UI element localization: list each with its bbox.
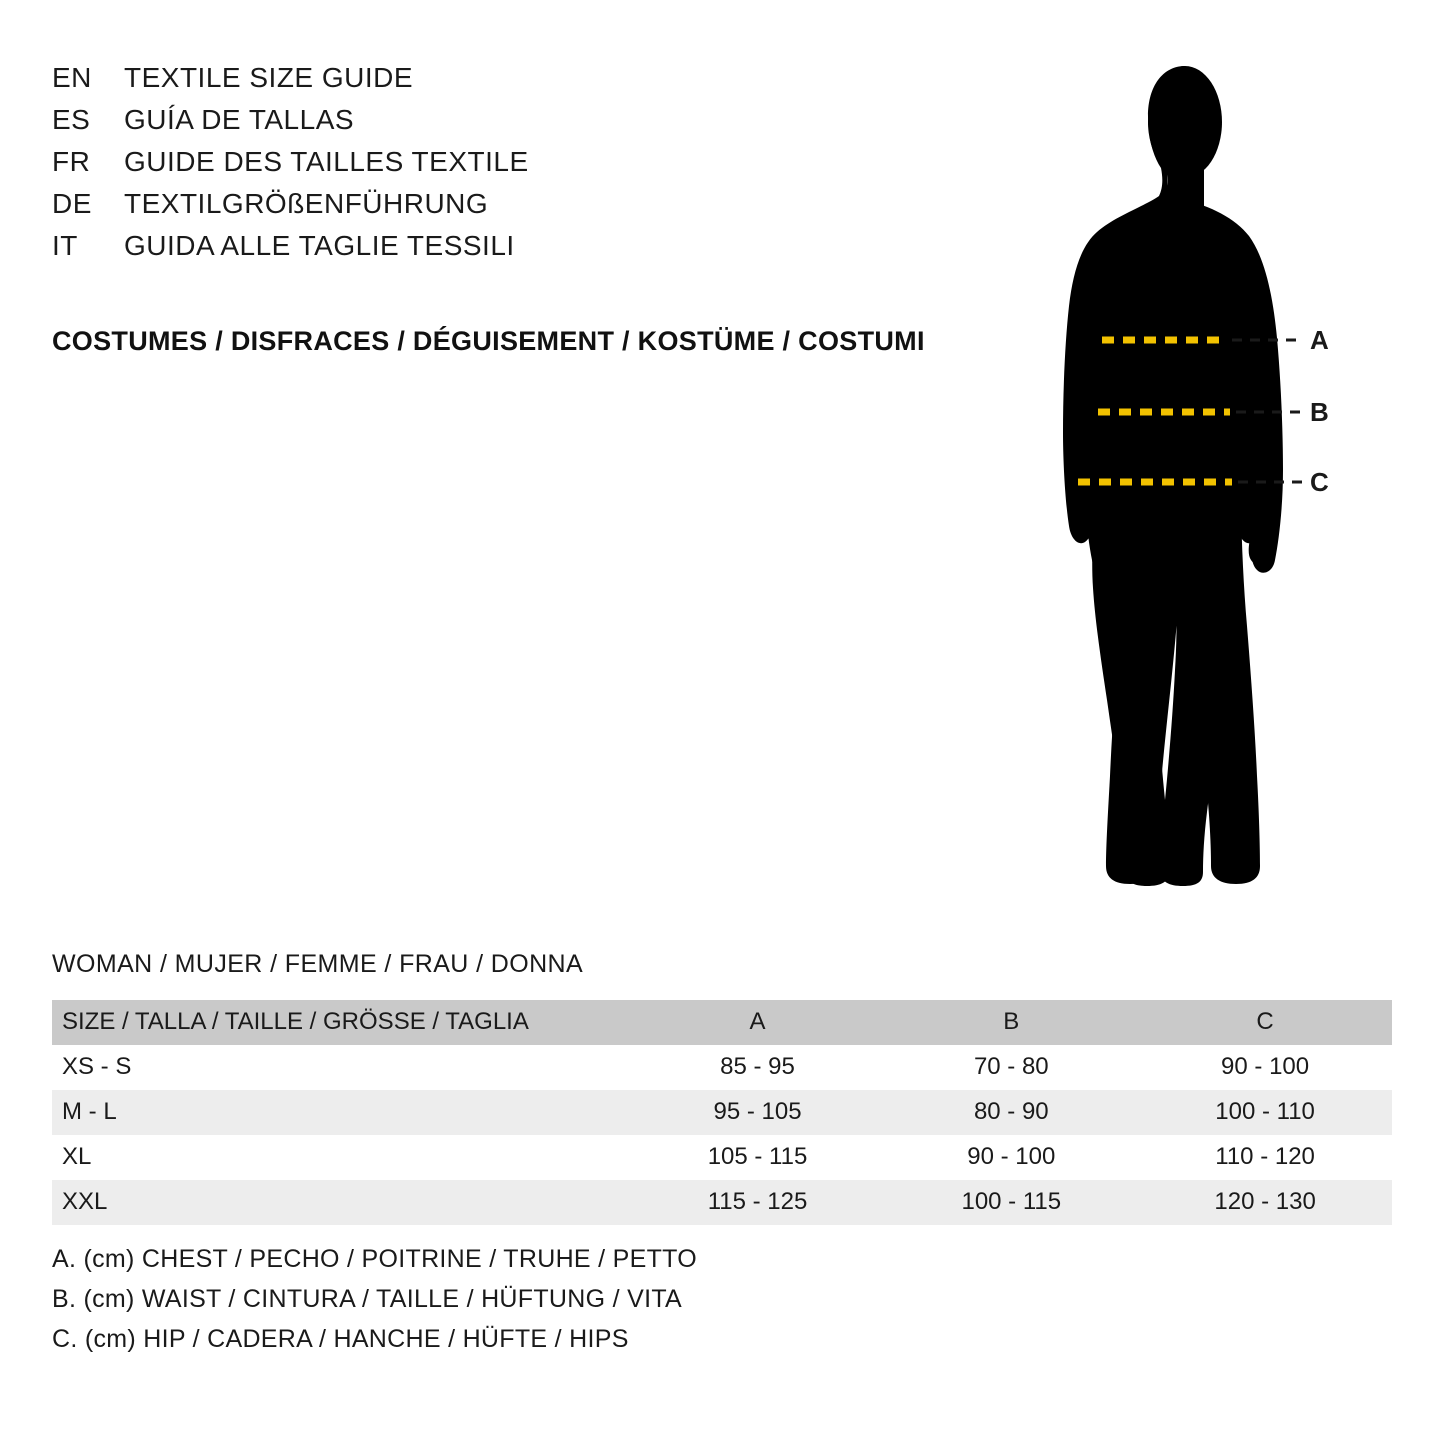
- language-code: ES: [52, 104, 91, 135]
- measure-label-b: B: [1310, 397, 1329, 427]
- language-code: DE: [52, 188, 92, 219]
- table-caption: WOMAN / MUJER / FEMME / FRAU / DONNA: [52, 950, 584, 978]
- table-row: [52, 1045, 1392, 1090]
- cell-c: 120 - 130: [1214, 1188, 1316, 1215]
- language-row: [52, 62, 529, 104]
- cell-size: M - L: [62, 1098, 117, 1125]
- legend-item-b: B. (cm) WAIST / CINTURA / TAILLE / HÜFTUNG / VITA: [52, 1285, 683, 1313]
- language-title: TEXTILGRÖßENFÜHRUNG: [124, 188, 489, 219]
- column-header-size: SIZE / TALLA / TAILLE / GRÖSSE / TAGLIA: [62, 1008, 529, 1035]
- cell-b: 80 - 90: [973, 1098, 1049, 1125]
- table-header-row: [52, 1000, 1392, 1045]
- column-header-b: B: [1003, 1008, 1020, 1035]
- measure-label-a: A: [1310, 325, 1329, 355]
- column-header-c: C: [1256, 1008, 1274, 1035]
- legend-item-a: A. (cm) CHEST / PECHO / POITRINE / TRUHE / PETTO: [52, 1245, 698, 1273]
- cell-a: 105 - 115: [707, 1143, 808, 1170]
- cell-c: 110 - 120: [1215, 1143, 1315, 1170]
- costumes-subtitle: COSTUMES / DISFRACES / DÉGUISEMENT / KOSTÜME / COSTUMI: [52, 326, 925, 356]
- cell-a: 115 - 125: [707, 1188, 808, 1215]
- cell-b: 70 - 80: [973, 1053, 1049, 1080]
- table-header: [52, 1000, 1392, 1045]
- cell-c: 90 - 100: [1221, 1053, 1310, 1080]
- measurement-legend: [52, 1245, 697, 1365]
- language-row: [52, 188, 529, 230]
- table-row: [52, 1090, 1392, 1135]
- cell-b: 100 - 115: [961, 1188, 1062, 1215]
- language-row: [52, 146, 529, 188]
- language-title: GUIDE DES TAILLES TEXTILE: [124, 146, 529, 177]
- head-shape: [1148, 66, 1222, 178]
- cell-size: XL: [62, 1143, 92, 1170]
- language-code: FR: [52, 146, 91, 177]
- silhouette-figure: [1020, 60, 1400, 890]
- woman-silhouette-icon: [1020, 60, 1400, 890]
- cell-size: XS - S: [62, 1053, 132, 1080]
- language-title: GUIDA ALLE TAGLIE TESSILI: [124, 230, 515, 261]
- language-row: [52, 104, 529, 146]
- legend-item-c: C. (cm) HIP / CADERA / HANCHE / HÜFTE / HIPS: [52, 1325, 629, 1353]
- table-row: [52, 1180, 1392, 1225]
- cell-size: XXL: [62, 1188, 108, 1215]
- table-row: [52, 1135, 1392, 1180]
- language-code: EN: [52, 62, 92, 93]
- measure-label-c: C: [1310, 467, 1329, 497]
- table-body: [52, 1045, 1392, 1225]
- language-code: IT: [52, 230, 78, 261]
- column-header-a: A: [749, 1008, 766, 1035]
- cell-a: 85 - 95: [720, 1053, 795, 1080]
- size-table: [52, 1000, 1392, 1225]
- cell-a: 95 - 105: [713, 1098, 802, 1125]
- language-title: TEXTILE SIZE GUIDE: [124, 62, 414, 93]
- cell-c: 100 - 110: [1215, 1098, 1315, 1125]
- cell-b: 90 - 100: [967, 1143, 1056, 1170]
- language-row: [52, 230, 529, 272]
- language-title: GUÍA DE TALLAS: [124, 104, 355, 135]
- language-title-list: [52, 62, 529, 272]
